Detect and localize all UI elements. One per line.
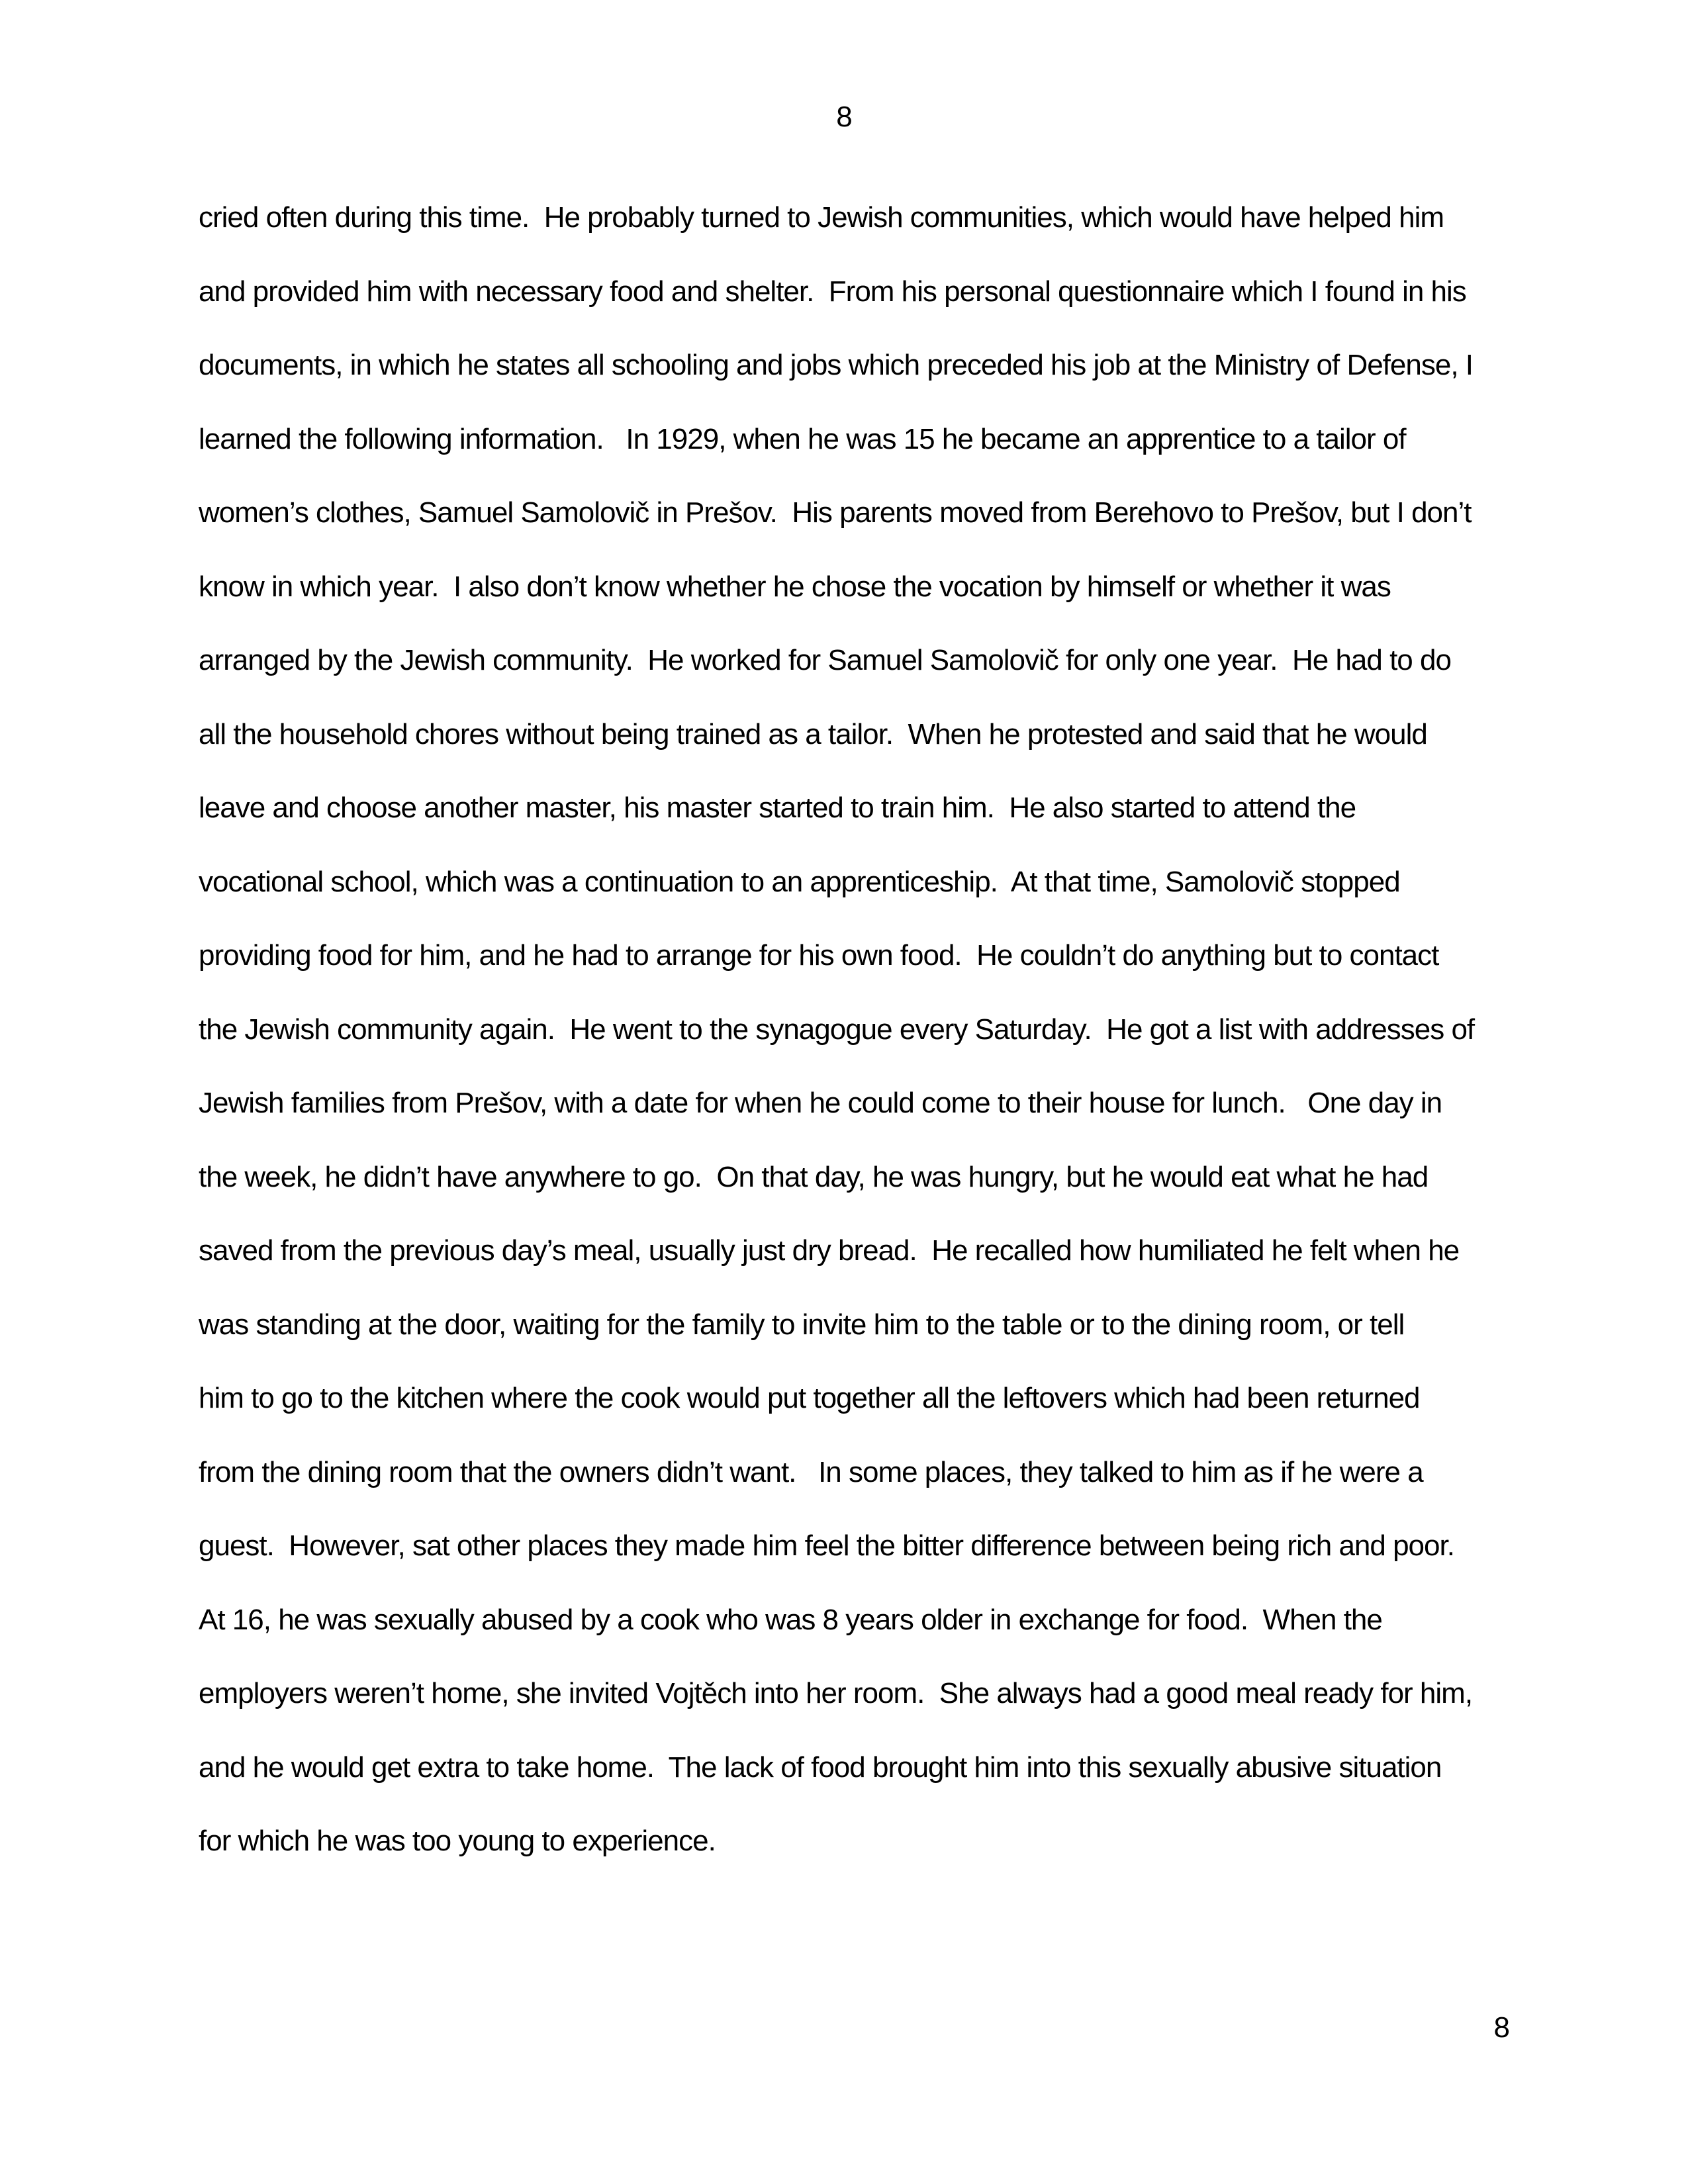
text-line: cried often during this time. He probably turned to Jewish communities, which would have helped him — [199, 201, 1444, 234]
text-line: arranged by the Jewish community. He worked for Samuel Samolovič for only one year. He had to do — [199, 644, 1451, 676]
text-line: women’s clothes, Samuel Samolovič in Prešov. His parents moved from Berehovo to Prešov, but I don’t — [199, 496, 1472, 529]
document-body — [199, 181, 1493, 1878]
text-line: and provided him with necessary food and shelter. From his personal questionnaire which I found in his — [199, 275, 1466, 308]
text-line: know in which year. I also don’t know whether he chose the vocation by himself or whether it was — [199, 570, 1391, 603]
text-line: Jewish families from Prešov, with a date for when he could come to their house for lunch. One day in — [199, 1087, 1442, 1119]
text-line: leave and choose another master, his master started to train him. He also started to attend the — [199, 792, 1356, 824]
text-line: vocational school, which was a continuation to an apprenticeship. At that time, Samolovič stopped — [199, 865, 1400, 898]
text-line: documents, in which he states all schooling and jobs which preceded his job at the Ministry of Defense, I — [199, 349, 1473, 381]
page-number-top: 8 — [836, 101, 852, 133]
text-line: guest. However, sat other places they made him feel the bitter difference between being rich and poor. — [199, 1529, 1454, 1562]
text-line: providing food for him, and he had to arrange for his own food. He couldn’t do anything but to contact — [199, 939, 1439, 972]
text-line: and he would get extra to take home. The lack of food brought him into this sexually abusive situation — [199, 1751, 1442, 1784]
text-line: learned the following information. In 1929, when he was 15 he became an apprentice to a tailor of — [199, 422, 1406, 455]
text-line: was standing at the door, waiting for the family to invite him to the table or to the dining room, or tell — [199, 1308, 1405, 1341]
text-line: At 16, he was sexually abused by a cook who was 8 years older in exchange for food. When the — [199, 1603, 1382, 1636]
text-line: for which he was too young to experience. — [199, 1825, 716, 1857]
text-line: saved from the previous day’s meal, usually just dry bread. He recalled how humiliated he felt when he — [199, 1234, 1460, 1267]
text-line: employers weren’t home, she invited Vojtěch into her room. She always had a good meal ready for him, — [199, 1677, 1473, 1709]
text-line: all the household chores without being trained as a tailor. When he protested and said that he would — [199, 717, 1427, 751]
text-line: the Jewish community again. He went to the synagogue every Saturday. He got a list with addresses of — [199, 1013, 1475, 1046]
text-line: the week, he didn’t have anywhere to go. On that day, he was hungry, but he would eat what he had — [199, 1160, 1429, 1193]
text-line: him to go to the kitchen where the cook would put together all the leftovers which had been returned — [199, 1382, 1420, 1414]
page-number-bottom: 8 — [1493, 2011, 1509, 2044]
text-line: from the dining room that the owners didn’t want. In some places, they talked to him as if he were a — [199, 1455, 1423, 1488]
